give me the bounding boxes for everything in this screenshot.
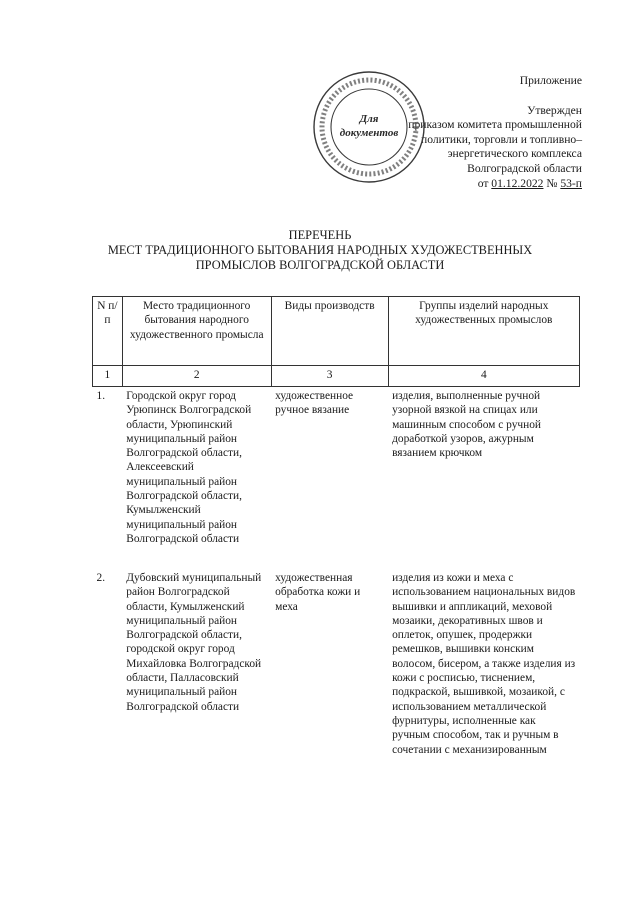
title-line-2: МЕСТ ТРАДИЦИОННОГО БЫТОВАНИЯ НАРОДНЫХ ХУДОЖЕСТВЕННЫХ [107,243,533,258]
approval-line-3: энергетического комплекса [447,147,582,161]
column-number: 2 [122,366,271,387]
header-production-type: Виды производств [271,297,388,366]
approval-line-2: политики, торговли и топливно– [420,132,582,146]
date-prefix: от [477,176,492,190]
column-number: 1 [93,366,123,387]
column-number: 3 [271,366,388,387]
column-numbers-row [93,366,580,387]
header-place: Место традиционного бытования народного художественного промысла [122,297,271,366]
approval-date-line [408,177,582,192]
approval-line-4: Волгоградской области [467,161,582,175]
title-line-1: ПЕРЕЧЕНЬ [288,228,352,242]
appendix-label: Приложение [519,74,582,87]
approval-block [408,74,582,191]
approved-label: Утвержден [527,103,582,117]
table-header-row [93,297,580,366]
stamp-center-text-2: документов [339,127,399,139]
number-prefix: № [543,176,561,190]
table-row [93,387,580,570]
approval-line-1: приказом комитета промышленной [408,118,582,132]
crafts-table [92,296,580,759]
row-number: 1. [96,390,106,402]
header-number: N п/п [93,297,123,366]
stamp-center-text-1: Для [359,113,379,125]
header-product-groups: Группы изделий народных художественных промыслов [388,297,579,366]
row-products: изделия, выполненные ручной узорной вязкой на спицах или машинным способом с ручной доработкой узоров, ажурным вязанием крючком [392,390,542,460]
row-production-type: художественная обработка кожи и меха [275,572,361,613]
round-stamp [310,68,428,186]
title-line-3: ПРОМЫСЛОВ ВОЛГОГРАДСКОЙ ОБЛАСТИ [195,258,445,273]
table-row [93,569,580,759]
row-place: Дубовский муниципальный район Волгоградской области, Кумылженский муниципальный район Волгоградской области, городской округ город Михайловка Волгоградской области, Палласовский муниципальный район Волгоградской области [126,572,262,713]
row-number: 2. [96,572,106,584]
document-title [0,228,640,274]
row-production-type: художественное ручное вязание [275,390,354,417]
approval-date: 01.12.2022 [491,176,544,190]
column-number: 4 [388,366,579,387]
approval-number: 53-п [560,176,582,190]
row-place: Городской округ город Урюпинск Волгоградской области, Урюпинский муниципальный район Волгоградской области, Алексеевский муниципальный район Волгоградской области, Кумылженский муниципальный район Волгоградской области [126,390,252,545]
row-products: изделия из кожи и меха с использованием национальных видов вышивки и аппликаций, меховой мозаики, декоративных швов и оплеток, опушек, продержки ремешков, вышивки конским волосом, бисером, а также изделия из кожи с росписью, тиснением, подкраской, вышивкой, мозаикой, с использованием металлической фурнитуры, исполненные как ручным способом, так и ручным в сочетании с механизированным [392,572,576,756]
